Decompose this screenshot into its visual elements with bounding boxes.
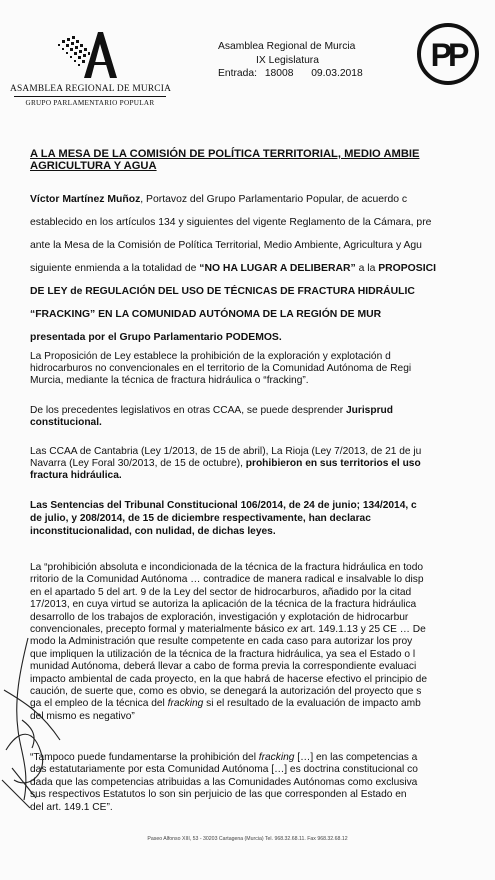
intro-line-2: establecido en los artículos 134 y siguientes del vigente Reglamento de la Cámara, pre xyxy=(30,217,432,228)
paragraph-4 xyxy=(30,499,417,538)
q1-line-12: ga el empleo de la técnica del xyxy=(30,698,168,710)
footer-address: Paseo Alfonso XIII, 53 - 30203 Cartagena (Murcia) Tel. 968.32.68.11. Fax 968.32.68.12 xyxy=(147,836,348,842)
q2-line-2: das estatutariamente por esta Comunidad Autónoma […] es doctrina constitucional co xyxy=(30,764,418,776)
q2-line-1-italic: fracking xyxy=(258,752,295,763)
intro-line-1: , Portavoz del Grupo Parlamentario Popular, de acuerdo c xyxy=(140,194,408,205)
intro-line-4: siguiente enmienda a la totalidad de xyxy=(30,263,200,274)
q1-line-13: del mismo es negativo” xyxy=(30,710,135,722)
registry-legislature: IX Legislatura xyxy=(256,54,319,66)
q1-line-6: convencionales, precepto formal y materialmente básico xyxy=(30,624,288,636)
paragraph-3 xyxy=(30,446,421,482)
q1-line-7: modo la Administración que resulte competente en cada caso para autorizar los proy xyxy=(30,636,413,648)
bill-title-line-2: “FRACKING” EN LA COMUNIDAD AUTÓNOMA DE LA REGIÓN DE MUR xyxy=(30,309,382,320)
q2-line-1-end: […] en las competencias a xyxy=(294,752,418,763)
handwritten-signature xyxy=(0,630,70,820)
heading-line-1: A LA MESA DE LA COMISIÓN DE POLÍTICA TERRITORIAL, MEDIO AMBIE xyxy=(30,148,420,160)
registry-entry xyxy=(218,67,363,81)
q2-line-1: “Tampoco puede fundamentarse la prohibición del xyxy=(30,752,259,763)
logo-divider xyxy=(14,96,166,97)
amendment-type: “NO HA LUGAR A DELIBERAR” xyxy=(199,263,356,274)
p2-line-2: constitucional. xyxy=(30,417,102,428)
heading-line-2: AGRICULTURA Y AGUA xyxy=(30,160,157,172)
q1-line-12-italic: fracking xyxy=(167,698,204,710)
q1-line-12-end: si el resultado de la evaluación de impacto amb xyxy=(203,698,421,710)
group-name: GRUPO PARLAMENTARIO POPULAR xyxy=(25,99,155,107)
p3-line-2: Navarra (Ley Foral 30/2013, de 15 de octubre), xyxy=(30,458,246,469)
paragraph-2 xyxy=(30,405,393,429)
registry-entry-label: Entrada: xyxy=(218,68,257,79)
intro-line-4-mid: a la xyxy=(355,263,379,274)
p2-line-1: De los precedentes legislativos en otras CCAA, se puede desprender xyxy=(30,405,346,416)
p2-line-1-bold: Jurisprud xyxy=(346,405,393,416)
p1-line-2: hidrocarburos no convencionales en el territorio de la Comunidad Autónoma de Regi xyxy=(30,363,412,374)
q1-line-8: que impliquen la utilización de la técnica de la fractura hidráulica, ya sea el Estado o l xyxy=(30,648,416,660)
q1-line-2: rritorio de la Comunidad Autónoma … contradice de manera radical e insalvable lo disp xyxy=(30,574,424,586)
addressee-heading xyxy=(30,148,420,172)
p4-line-3: inconstitucionalidad, con nulidad, de dichas leyes. xyxy=(30,526,276,537)
q1-line-6-italic: ex xyxy=(287,624,298,636)
q1-line-3: en el apartado 5 del art. 9 de la Ley del sector de hidrocarburos, añadido por la citad xyxy=(30,586,412,598)
registry-title: Asamblea Regional de Murcia xyxy=(218,41,356,52)
spokesperson-name: Víctor Martínez Muñoz xyxy=(30,194,141,205)
quote-1 xyxy=(30,562,427,723)
intro-line-3: ante la Mesa de la Comisión de Política Territorial, Medio Ambiente, Agricultura y Agu xyxy=(30,240,422,251)
q1-line-6-end: art. 149.1.13 y 25 CE … De xyxy=(297,624,426,636)
bill-title-line-1: DE LEY de REGULACIÓN DEL USO DE TÉCNICAS DE FRACTURA HIDRÁULIC xyxy=(30,286,415,297)
registry-entry-number: 18008 xyxy=(264,68,294,79)
q2-line-3: dada que las competencias atribuidas a las Comunidades Autónomas como exclusiva xyxy=(30,776,418,788)
q1-line-4: 17/2013, en cuya virtud se autoriza la aplicación de la técnica de la fractura hidráulica xyxy=(30,599,417,611)
party-logo-text: PP xyxy=(430,37,466,73)
p4-line-2: de julio, y 208/2014, de 15 de diciembre respectivamente, han declarac xyxy=(30,513,371,524)
party-logo-icon xyxy=(416,22,480,86)
q1-line-1: La “prohibición absoluta e incondicionada de la técnica de la fractura hidráulica en todo xyxy=(30,562,424,573)
q2-line-4: sus respectivos Estatutos lo son sin perjuicio de las que corresponden al Estado en xyxy=(30,789,407,801)
q2-line-5: del art. 149.1 CE”. xyxy=(30,801,113,813)
p1-line-3: Murcia, mediante la técnica de fractura hidráulica o “fracking”. xyxy=(30,375,309,386)
p3-line-1: Las CCAA de Cantabria (Ley 1/2013, de 15 de abril), La Rioja (Ley 7/2013, de 21 de ju xyxy=(30,446,422,457)
intro-line-4-end: PROPOSICI xyxy=(378,263,436,274)
p3-line-2-bold: prohibieron en sus territorios el uso xyxy=(245,458,421,469)
q1-line-11: caución, de suerte que, como es obvio, se denegará la autorización del proyecto que s xyxy=(30,686,422,698)
p3-line-3: fractura hidráulica. xyxy=(30,470,122,481)
p4-line-1: Las Sentencias del Tribunal Constitucional 106/2014, de 24 de junio; 134/2014, c xyxy=(30,500,417,511)
q1-line-5: desarrollo de los trabajos de exploración, investigación y explotación de hidrocarbur xyxy=(30,611,409,623)
bill-title-line-3: presentada por el Grupo Parlamentario PODEMOS. xyxy=(30,332,282,343)
intro-paragraph xyxy=(30,188,436,349)
quote-2 xyxy=(30,752,418,814)
q1-line-9: munidad Autónoma, deberá llevar a cabo de forma previa la correspondiente evaluaci xyxy=(30,661,417,673)
registry-entry-date: 09.03.2018 xyxy=(311,68,363,79)
paragraph-1 xyxy=(30,351,411,387)
p1-line-1: La Proposición de Ley establece la prohibición de la exploración y explotación d xyxy=(30,351,391,362)
q1-line-10: impacto ambiental de cada proyecto, en la que habrá de hacerse efectivo el principio de xyxy=(30,673,427,685)
registry-stamp xyxy=(218,40,363,81)
assembly-name: ASAMBLEA REGIONAL DE MURCIA xyxy=(10,84,172,94)
assembly-logo xyxy=(10,28,170,108)
assembly-emblem-icon xyxy=(54,30,126,82)
